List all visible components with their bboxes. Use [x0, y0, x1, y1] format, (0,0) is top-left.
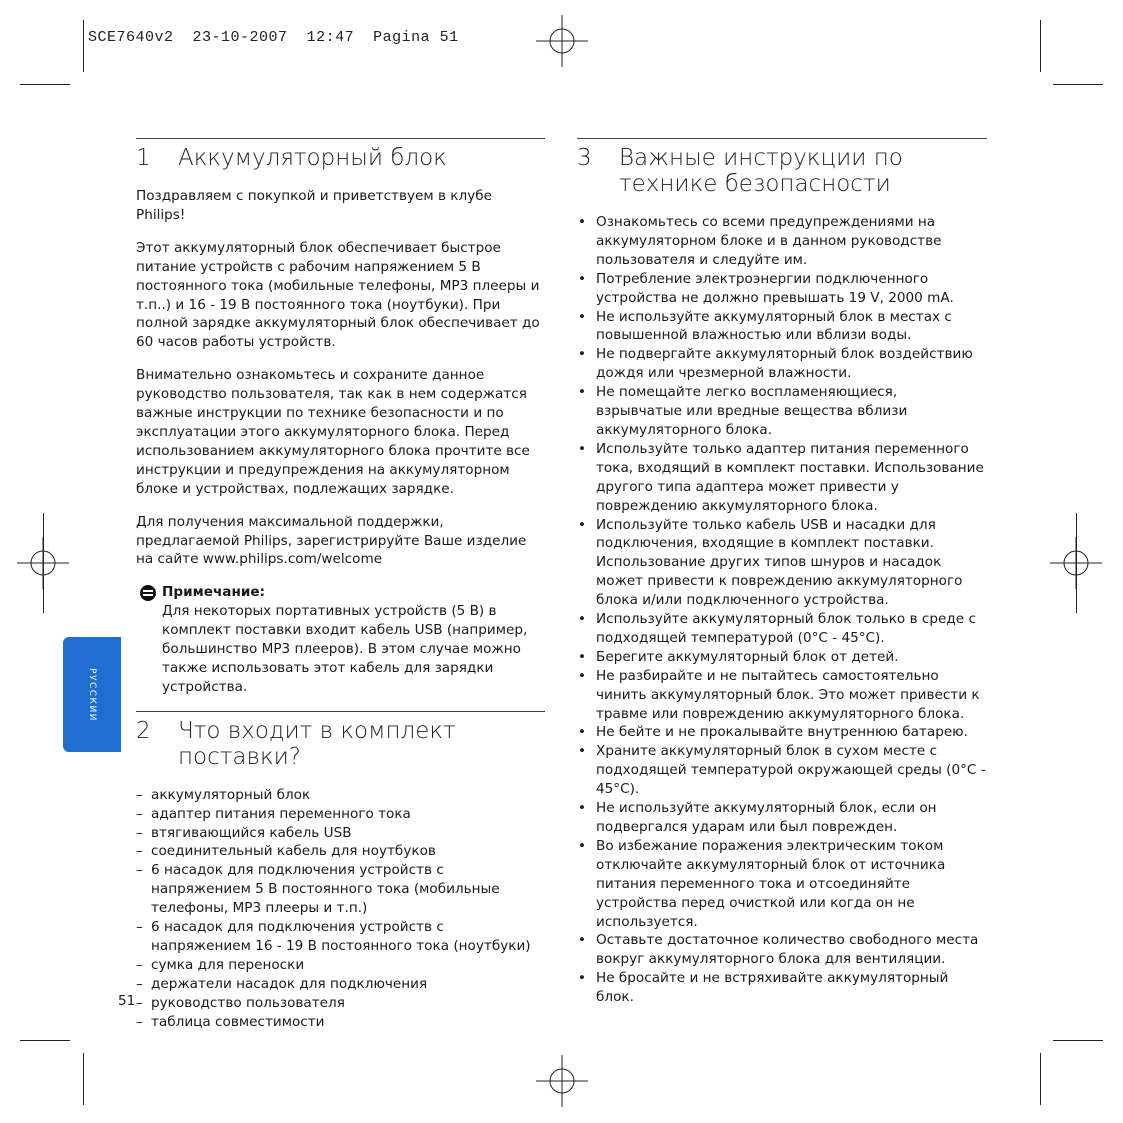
list-item: • Храните аккумуляторный блок в сухом месте с подходящей температурой окружающей среды (0°C - 45°C).: [577, 742, 987, 799]
list-item: • Берегите аккумуляторный блок от детей.: [577, 648, 987, 667]
note-icon: [140, 585, 156, 601]
safety-instructions-list: [577, 213, 987, 1007]
section-1-paragraph: Этот аккумуляторный блок обеспечивает быстрое питание устройств с рабочим напряжением 5 В постоянного тока (мобильные телефоны, MP3 плееры и т.п..) и 16 - 19 В постоянного тока (ноутбуки). При полной зарядке аккумуляторный блок обеспечивает до 60 часов работы устройств.: [136, 239, 540, 351]
list-item: • Потребление электроэнергии подключенного устройства не должно превышать 19 V, 2000 mA.: [577, 270, 987, 308]
section-2-title: Что входит в комплект поставки?: [178, 717, 456, 770]
list-item: – 6 насадок для подключения устройств с напряжением 5 В постоянного тока (мобильные телефоны, MP3 плееры и т.п.): [136, 861, 545, 918]
list-item: • Не бейте и не прокалывайте внутреннюю батарею.: [577, 723, 987, 742]
list-item: • Не используйте аккумуляторный блок в местах с повышенной влажностью или вблизи воды.: [577, 308, 987, 346]
list-item: – адаптер питания переменного тока: [136, 805, 545, 824]
list-item: • Не используйте аккумуляторный блок, если он подвергался ударам или был поврежден.: [577, 799, 987, 837]
slug-time: 12:47: [306, 29, 355, 46]
list-item: • Не разбирайте и не пытайтесь самостоятельно чинить аккумуляторный блок. Это может привести к травме или повреждению аккумуляторного блока.: [577, 667, 987, 724]
page-number: 51: [118, 993, 136, 1009]
list-item: – втягивающийся кабель USB: [136, 824, 545, 843]
list-item: • Оставьте достаточное количество свободного места вокруг аккумуляторного блока для вентиляции.: [577, 931, 987, 969]
section-1-number: 1: [136, 145, 151, 171]
crop-mark: [20, 84, 70, 85]
registration-mark-bottom: [536, 1055, 588, 1107]
list-item: – 6 насадок для подключения устройств с напряжением 16 - 19 В постоянного тока (ноутбуки): [136, 918, 545, 956]
crop-mark: [83, 1053, 84, 1105]
list-item: • Ознакомьтесь со всеми предупреждениями на аккумуляторном блоке и в данном руководстве пользователя и следуйте им.: [577, 213, 987, 270]
note-box: [136, 583, 545, 696]
crop-mark: [1040, 20, 1041, 72]
list-item: – руководство пользователя: [136, 994, 545, 1013]
list-item: • Не помещайте легко воспламеняющиеся, взрывчатые или вредные вещества вблизи аккумуляторного блока.: [577, 383, 987, 440]
section-2-heading: [136, 711, 545, 770]
section-3-number: 3: [577, 145, 592, 171]
list-item: – аккумуляторный блок: [136, 786, 545, 805]
list-item: – соединительный кабель для ноутбуков: [136, 842, 545, 861]
registration-tick: [43, 513, 44, 613]
crop-mark: [1053, 1040, 1103, 1041]
registration-tick: [1076, 513, 1077, 613]
list-item: – таблица совместимости: [136, 1013, 545, 1032]
list-item: • Во избежание поражения электрическим током отключайте аккумуляторный блок от источника питания переменного тока и отсоединяйте устройства перед очисткой или когда он не используется.: [577, 837, 987, 932]
list-item: • Не бросайте и не встряхивайте аккумуляторный блок.: [577, 969, 987, 1007]
section-2-number: 2: [136, 717, 151, 744]
section-1-paragraph: Для получения максимальной поддержки, предлагаемой Philips, зарегистрируйте Ваше изделие на сайте www.philips.com/welcome: [136, 513, 527, 568]
list-item: – сумка для переноски: [136, 956, 545, 975]
language-tab: [63, 637, 121, 752]
slug-code: SCE7640v2: [88, 29, 174, 46]
slug-page-label: Pagina 51: [373, 29, 459, 46]
section-1-title: Аккумуляторный блок: [178, 145, 447, 171]
section-3-heading: [577, 138, 987, 197]
list-item: • Используйте только адаптер питания переменного тока, входящий в комплект поставки. Использование другого типа адаптера может привести у повреждению аккумуляторного блока.: [577, 440, 987, 516]
right-column: [577, 138, 987, 1007]
list-item: • Не подвергайте аккумуляторный блок воздействию дождя или чрезмерной влажности.: [577, 345, 987, 383]
slug-date: 23-10-2007: [192, 29, 288, 46]
list-item: • Используйте только кабель USB и насадки для подключения, входящие в комплект поставки. Использование других типов шнуров и насадок может привести к повреждению аккумуляторного блока и/или подключенного устройства.: [577, 516, 987, 611]
crop-mark: [1040, 1053, 1041, 1105]
note-text: Для некоторых портативных устройств (5 В) в комплект поставки входит кабель USB (например, большинство MP3 плееров). В этом случае можно также использовать этот кабель для зарядки устройства.: [162, 603, 528, 695]
crop-mark: [20, 1040, 70, 1041]
registration-mark-top: [536, 15, 588, 67]
section-1-heading: [136, 138, 545, 171]
left-column: [136, 138, 545, 1032]
section-1-paragraph: Поздравляем с покупкой и приветствуем в клубе Philips!: [136, 188, 492, 223]
list-item: • Используйте аккумуляторный блок только в среде с подходящей температурой (0°C - 45°C).: [577, 610, 987, 648]
note-title: Примечание:: [162, 584, 266, 601]
crop-mark: [83, 20, 84, 72]
print-slug: [88, 29, 459, 46]
crop-mark: [1053, 84, 1103, 85]
package-contents-list: [136, 786, 545, 1032]
section-3-title: Важные инструкции по технике безопасности: [619, 145, 903, 197]
section-1-paragraph: Внимательно ознакомьтесь и сохраните данное руководство пользователя, так как в нем содержатся важные инструкции по технике безопасности и по эксплуатации этого аккумуляторного блока. Перед использованием аккумуляторного блока прочтите все инструкции и предупреждения на аккумуляторном блоке и устройствах, подлежащих зарядке.: [136, 367, 530, 497]
list-item: – держатели насадок для подключения: [136, 975, 545, 994]
language-tab-label: РУССКИИ: [87, 667, 97, 722]
